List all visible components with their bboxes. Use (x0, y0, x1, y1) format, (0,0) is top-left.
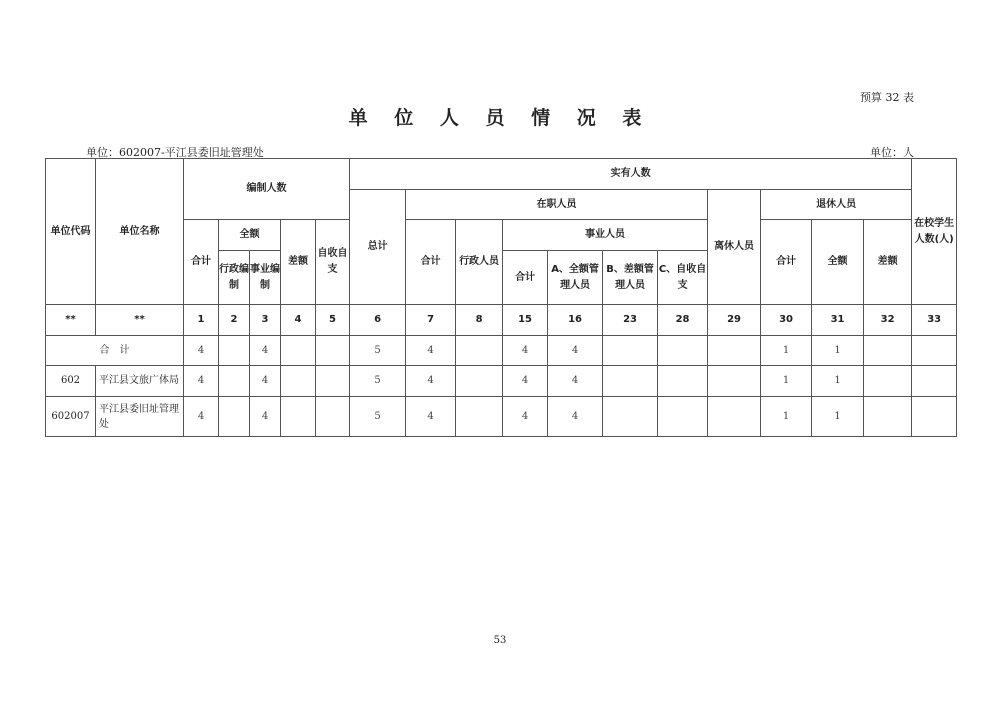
header-lixiu: 离休人员 (708, 190, 761, 305)
header-students: 在校学生人数(人) (912, 159, 957, 305)
cell: 4 (406, 397, 456, 437)
cell (708, 397, 761, 437)
cell: 1 (761, 336, 812, 366)
header-quan-e: 全额 (219, 220, 281, 251)
header-unit-code: 单位代码 (46, 159, 96, 305)
cell (912, 366, 957, 397)
cell (281, 366, 316, 397)
index-cell: 8 (456, 305, 503, 336)
cell: 4 (184, 366, 219, 397)
cell (281, 336, 316, 366)
table-row (46, 366, 957, 397)
index-cell: 2 (219, 305, 250, 336)
cell (456, 366, 503, 397)
header-cha-e: 差额 (281, 220, 316, 305)
header-c-zishou: C、自收自支 (658, 251, 708, 305)
header-shiye-bianzhi: 事业编制 (250, 251, 281, 305)
personnel-table (45, 158, 957, 437)
cell (316, 397, 350, 437)
cell: 1 (812, 336, 864, 366)
cell (864, 397, 912, 437)
row-name: 平江县文旅广体局 (96, 366, 184, 397)
cell (316, 336, 350, 366)
form-number: 预算 32 表 (860, 91, 914, 104)
cell (456, 397, 503, 437)
index-cell: 6 (350, 305, 406, 336)
header-shiyou: 实有人数 (350, 159, 912, 190)
cell: 4 (503, 397, 548, 437)
cell: 5 (350, 336, 406, 366)
header-tuixiu-cha-e: 差额 (864, 220, 912, 305)
cell (912, 397, 957, 437)
header-a-quan-e: A、全额管理人员 (548, 251, 603, 305)
header-xingzheng-bianzhi: 行政编制 (219, 251, 250, 305)
header-zaizhi-sum: 合计 (406, 220, 456, 305)
cell: 4 (503, 366, 548, 397)
page-title: 单 位 人 员 情 况 表 (348, 107, 652, 129)
cell (658, 366, 708, 397)
index-cell: 16 (548, 305, 603, 336)
index-cell: 33 (912, 305, 957, 336)
page-number: 53 (493, 635, 507, 646)
cell: 4 (250, 336, 281, 366)
index-cell: ** (96, 305, 184, 336)
cell: 4 (503, 336, 548, 366)
cell: 1 (812, 397, 864, 437)
header-b-cha-e: B、差额管理人员 (603, 251, 658, 305)
cell (658, 336, 708, 366)
header-shiye-renyuan: 事业人员 (503, 220, 708, 251)
index-cell: ** (46, 305, 96, 336)
cell (658, 397, 708, 437)
index-cell: 32 (864, 305, 912, 336)
index-cell: 23 (603, 305, 658, 336)
header-xingzheng-renyuan: 行政人员 (456, 220, 503, 305)
header-unit-name: 单位名称 (96, 159, 184, 305)
row-name: 平江县委旧址管理处 (96, 397, 184, 437)
cell: 5 (350, 397, 406, 437)
cell (708, 366, 761, 397)
cell: 4 (548, 336, 603, 366)
cell: 4 (250, 397, 281, 437)
header-tuixiu: 退休人员 (761, 190, 912, 220)
header-tuixiu-quan-e: 全额 (812, 220, 864, 305)
cell: 5 (350, 366, 406, 397)
unit-organization: 单位：602007-平江县委旧址管理处 (86, 146, 264, 159)
header-shiye-sum: 合计 (503, 251, 548, 305)
header-bianzhi: 编制人数 (184, 159, 350, 220)
cell (219, 366, 250, 397)
cell (603, 366, 658, 397)
header-tuixiu-sum: 合计 (761, 220, 812, 305)
cell: 1 (761, 397, 812, 437)
index-cell: 29 (708, 305, 761, 336)
cell (864, 366, 912, 397)
cell (219, 397, 250, 437)
index-cell: 31 (812, 305, 864, 336)
cell (281, 397, 316, 437)
header-total: 总计 (350, 190, 406, 305)
cell: 4 (250, 366, 281, 397)
row-code: 602 (46, 366, 96, 397)
index-cell: 28 (658, 305, 708, 336)
cell: 4 (406, 336, 456, 366)
cell (316, 366, 350, 397)
cell (456, 336, 503, 366)
index-cell: 4 (281, 305, 316, 336)
header-bianzhi-sum: 合计 (184, 220, 219, 305)
index-cell: 3 (250, 305, 281, 336)
cell: 4 (548, 366, 603, 397)
cell (864, 336, 912, 366)
index-cell: 5 (316, 305, 350, 336)
index-cell: 15 (503, 305, 548, 336)
row-code: 602007 (46, 397, 96, 437)
cell: 4 (406, 366, 456, 397)
cell (603, 336, 658, 366)
header-zishou: 自收自支 (316, 220, 350, 305)
cell: 4 (548, 397, 603, 437)
index-cell: 7 (406, 305, 456, 336)
unit-measure: 单位：人 (870, 146, 914, 159)
index-row (46, 305, 957, 336)
table-row-total (46, 336, 957, 366)
row-name: 合 计 (46, 336, 184, 366)
cell: 4 (184, 397, 219, 437)
header-zaizhi: 在职人员 (406, 190, 708, 220)
cell (219, 336, 250, 366)
cell: 1 (812, 366, 864, 397)
index-cell: 30 (761, 305, 812, 336)
cell (603, 397, 658, 437)
cell (708, 336, 761, 366)
cell: 1 (761, 366, 812, 397)
cell (912, 336, 957, 366)
index-cell: 1 (184, 305, 219, 336)
cell: 4 (184, 336, 219, 366)
table-row (46, 397, 957, 437)
